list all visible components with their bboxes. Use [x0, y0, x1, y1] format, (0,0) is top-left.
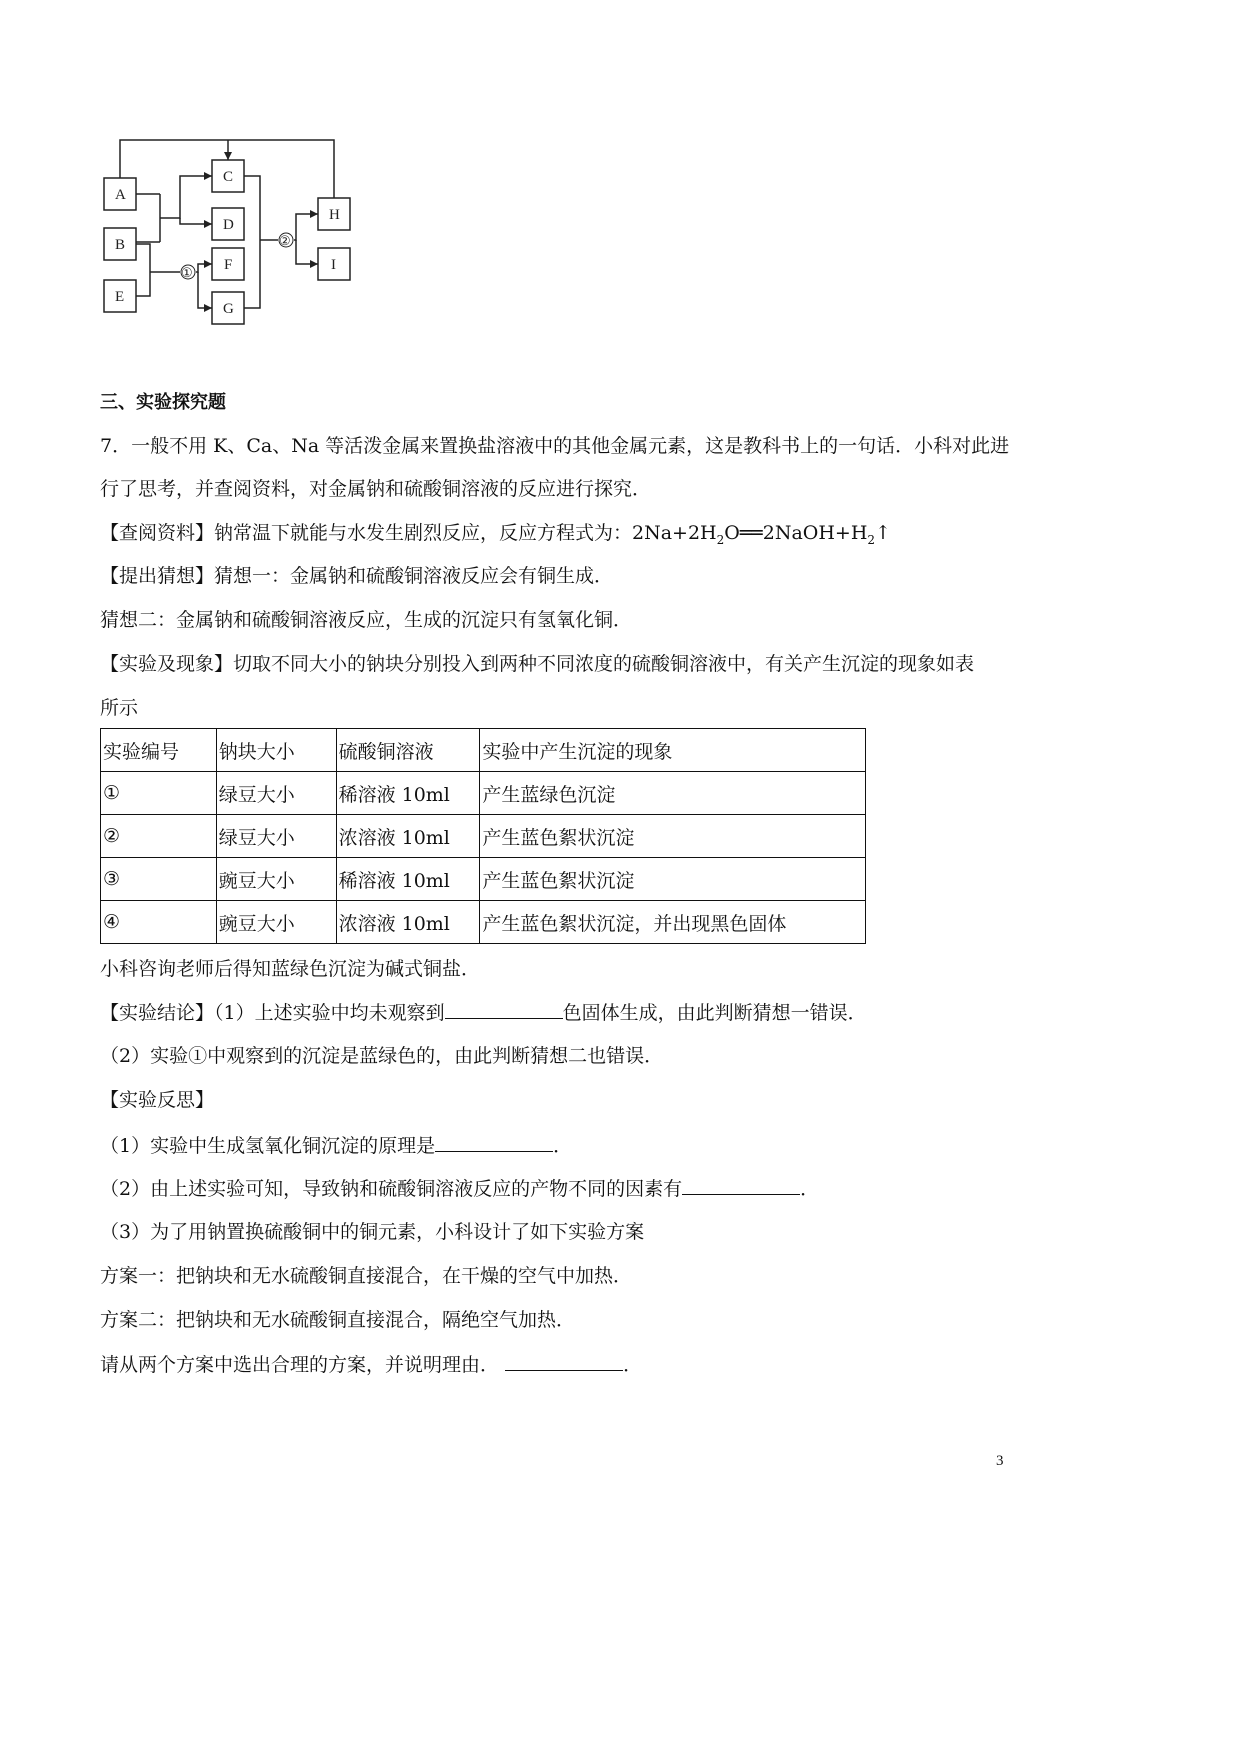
node-label-e: E — [115, 289, 125, 305]
reflection-title: 【实验反思】 — [100, 1089, 215, 1111]
table-header-row — [101, 729, 866, 772]
question-intro-line1: 7．一般不用 K、Ca、Na 等活泼金属来置换盐溶液中的其他金属元素，这是教科书上的一句话．小科对此进 — [100, 435, 1010, 457]
header-cell: 实验中产生沉淀的现象 — [480, 729, 866, 772]
table-cell: ① — [101, 772, 217, 815]
reflection-three: （3）为了用钠置换硫酸铜中的铜元素，小科设计了如下实验方案 — [100, 1221, 645, 1243]
plan-question: 请从两个方案中选出合理的方案，并说明理由． ． — [100, 1350, 642, 1379]
lookup-info: 【查阅资料】钠常温下就能与水发生剧烈反应，反应方程式为：$2Na+2H_2O══2NaOH+H_2↑$ — [100, 522, 891, 547]
section-title: 三、实验探究题 — [100, 392, 226, 413]
table-cell: ③ — [101, 858, 217, 901]
step-label-1: ① — [181, 265, 193, 280]
table-row — [101, 901, 866, 944]
table-cell: 浓溶液 10ml — [336, 815, 480, 858]
guess-two: 猜想二：金属钠和硫酸铜溶液反应，生成的沉淀只有氢氧化铜． — [100, 609, 633, 631]
table-cell: 豌豆大小 — [216, 901, 336, 944]
table-row — [101, 772, 866, 815]
step-label-2: ② — [279, 233, 291, 248]
plan-one: 方案一：把钠块和无水硫酸铜直接混合，在干燥的空气中加热． — [100, 1265, 633, 1287]
reflection-two: （2）由上述实验可知，导致钠和硫酸铜溶液反应的产物不同的因素有 ． — [100, 1174, 819, 1203]
node-label-b: B — [115, 237, 126, 253]
node-label-h: H — [329, 207, 340, 223]
experiment-table — [100, 728, 866, 944]
table-cell: 绿豆大小 — [216, 815, 336, 858]
node-label-d: D — [223, 217, 234, 233]
reflection-one: （1）实验中生成氢氧化铜沉淀的原理是 ． — [100, 1131, 572, 1160]
header-cell: 实验编号 — [101, 729, 217, 772]
table-cell: ② — [101, 815, 217, 858]
table-row — [101, 858, 866, 901]
table-cell: 产生蓝色絮状沉淀 — [480, 815, 866, 858]
table-cell: ④ — [101, 901, 217, 944]
header-cell: 硫酸铜溶液 — [336, 729, 480, 772]
plan-two: 方案二：把钠块和无水硫酸铜直接混合，隔绝空气加热． — [100, 1309, 576, 1331]
guess-one: 【提出猜想】猜想一：金属钠和硫酸铜溶液反应会有铜生成． — [100, 565, 614, 587]
table-cell: 产生蓝色絮状沉淀，并出现黑色固体 — [480, 901, 866, 944]
page-number: 3 — [996, 1453, 1004, 1469]
node-label-f: F — [224, 257, 233, 273]
answer-blank-1[interactable] — [445, 998, 563, 1019]
node-label-g: G — [223, 301, 234, 317]
reaction-flow-diagram — [100, 130, 360, 330]
question-intro-line2: 行了思考，并查阅资料，对金属钠和硫酸铜溶液的反应进行探究． — [100, 478, 652, 500]
after-table-note: 小科咨询老师后得知蓝绿色沉淀为碱式铜盐． — [100, 958, 481, 980]
experiment-line2: 所示 — [100, 697, 139, 719]
node-label-a: A — [115, 187, 126, 203]
answer-blank-3[interactable] — [682, 1174, 800, 1195]
conclusion-two: （2）实验①中观察到的沉淀是蓝绿色的，由此判断猜想二也错误． — [100, 1045, 664, 1067]
table-row — [101, 815, 866, 858]
table-cell: 产生蓝色絮状沉淀 — [480, 858, 866, 901]
table-cell: 产生蓝绿色沉淀 — [480, 772, 866, 815]
answer-blank-4[interactable] — [505, 1350, 623, 1371]
experiment-line1: 【实验及现象】切取不同大小的钠块分别投入到两种不同浓度的硫酸铜溶液中，有关产生沉淀的现象如表 — [100, 653, 975, 675]
table-cell: 绿豆大小 — [216, 772, 336, 815]
node-label-c: C — [223, 169, 234, 185]
answer-blank-2[interactable] — [435, 1131, 553, 1152]
table-cell: 稀溶液 10ml — [336, 858, 480, 901]
table-cell: 稀溶液 10ml — [336, 772, 480, 815]
table-cell: 豌豆大小 — [216, 858, 336, 901]
header-cell: 钠块大小 — [216, 729, 336, 772]
table-cell: 浓溶液 10ml — [336, 901, 480, 944]
conclusion-one: 【实验结论】（1）上述实验中均未观察到 色固体生成，由此判断猜想一错误． — [100, 998, 867, 1027]
node-label-i: I — [331, 257, 336, 273]
